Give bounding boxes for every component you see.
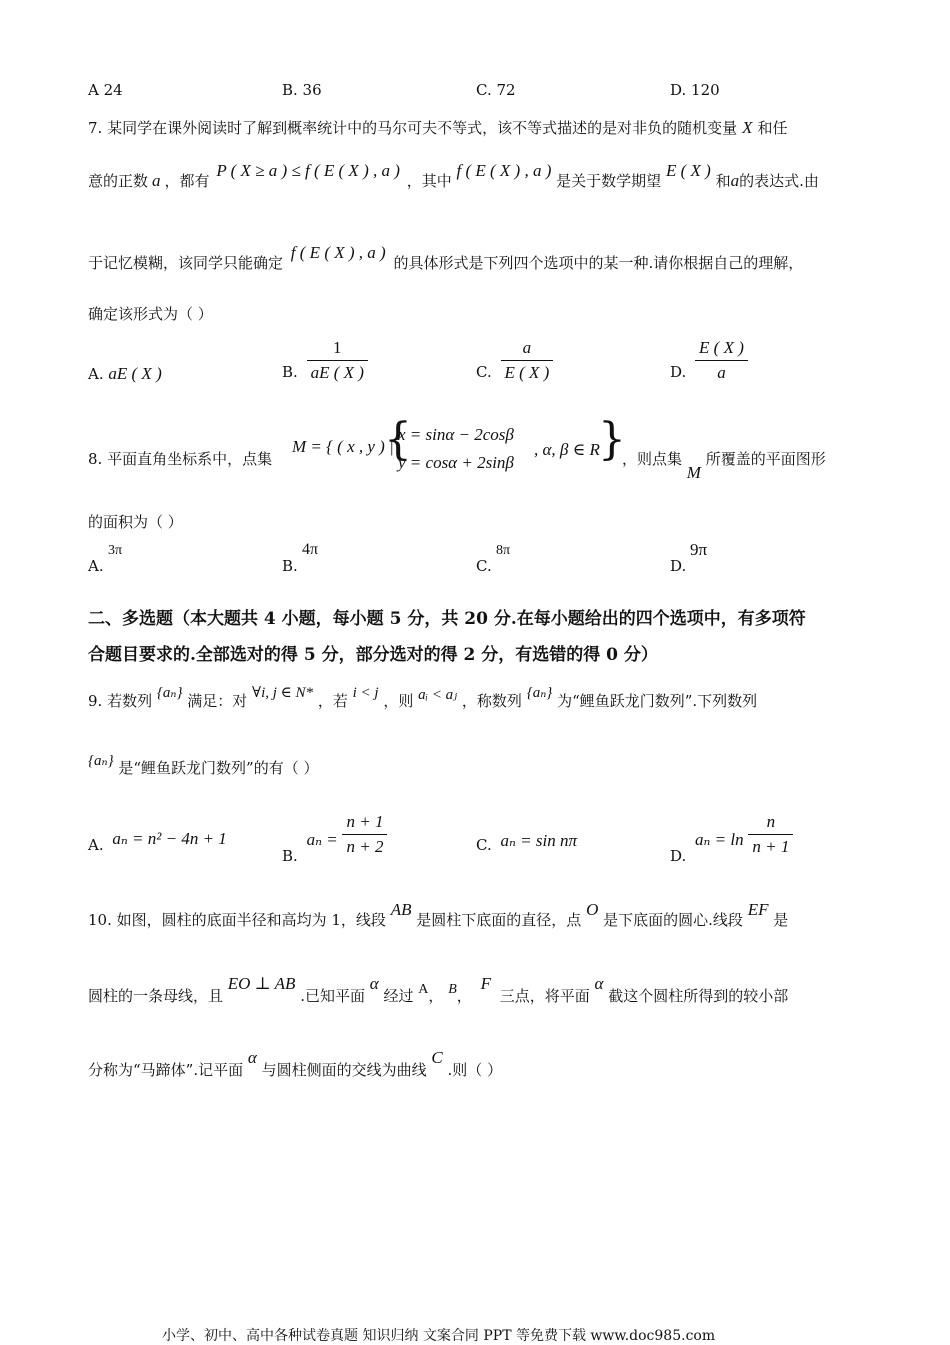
q6-option-a: A 24 (88, 81, 123, 99)
q8-option-a: 3π (108, 543, 123, 558)
q8-line1-text: 8. 平面直角坐标系中，点集 (88, 450, 273, 468)
q8-eq2: y = cosα + 2sinβ (398, 453, 514, 472)
set-close-brace: } (598, 414, 626, 465)
q7-line3: 于记忆模糊，该同学只能确定 f ( E ( X ) , a ) 的具体形式是下列四个选项中的某一种.请你根据自己的理解， (88, 243, 804, 272)
q8-option-c-label: C. (476, 557, 492, 575)
q9-option-d: D. aₙ = ln $\frac{n}{n + 1}$ (670, 812, 793, 857)
q6-option-d: D. 120 (670, 81, 720, 99)
q8-option-b-label: B. (282, 557, 298, 575)
q8-condition: , α, β ∈ R (534, 440, 600, 459)
q8-option-a-label: A. (88, 557, 104, 575)
q9-line2: {aₙ} 是“鲤鱼跃龙门数列”的有（ ） (88, 753, 319, 777)
q6-option-b: B. 36 (282, 81, 322, 99)
q8-option-d: 9π (690, 540, 708, 559)
q8-option-c: 8π (496, 543, 511, 558)
q9-option-c: C. aₙ = sin nπ (476, 831, 577, 854)
q7-option-a: A. aE ( X ) (88, 364, 162, 383)
q10-line1: 10. 如图，圆柱的底面半径和高均为 1，线段 AB 是圆柱下底面的直径，点 O 是下底面的圆心.线段 EF 是 (88, 900, 789, 929)
page-footer: 小学、初中、高中各种试卷真题 知识归纳 文案合同 PPT 等免费下载 www.doc985.com (162, 1328, 716, 1344)
q10-line3: 分称为“马蹄体”.记平面 α 与圆柱侧面的交线为曲线 C .则（ ） (88, 1048, 503, 1079)
q7-option-c: C. $\frac{a}{E ( X )}$ (476, 338, 553, 383)
q8-line1-end: ，则点集 M 所覆盖的平面图形 (622, 450, 826, 482)
q6-option-c: C. 72 (476, 81, 516, 99)
q8-option-d-label: D. (670, 557, 687, 575)
system-brace: { (384, 414, 412, 465)
q9-option-a: A. aₙ = n² − 4n + 1 (88, 829, 227, 854)
q9-line1: 9. 若数列 {aₙ} 满足：对 ∀i, j ∈ N* ，若 i < j ，则 aᵢ < aⱼ ，称数列 {aₙ} 为“鲤鱼跃龙门数列”.下列数列 (88, 685, 758, 710)
q8-set-left: M = { ( x , y ) | (292, 437, 394, 456)
f-expression: f ( E ( X ) , a ) (456, 161, 552, 180)
q10-line2: 圆柱的一条母线，且 EO ⊥ AB .已知平面 α 经过 A， B， F 三点，将平面 α 截这个圆柱所得到的较小部 (88, 974, 789, 1005)
q8-line2: 的面积为（ ） (88, 513, 183, 531)
q7-line1: 7. 某同学在课外阅读时了解到概率统计中的马尔可夫不等式，该不等式描述的是对非负的随机变量 X 和任 (88, 118, 788, 137)
q7-line4: 确定该形式为（ ） (88, 305, 213, 323)
q7-line2: 意的正数 a ，都有 P ( X ≥ a ) ≤ f ( E ( X ) , a ) ，其中 f ( E ( X ) , a ) 是关于数学期望 E ( X ) 和a的表达式.由 (88, 161, 819, 190)
q8-eq1: x = sinα − 2cosβ (398, 425, 514, 444)
q7-option-b: B. $\frac{1}{aE ( X )}$ (282, 338, 368, 383)
section2-heading-line2: 合题目要求的.全部选对的得 5 分，部分选对的得 2 分，有选错的得 0 分） (88, 645, 658, 665)
q7-option-d: D. $\frac{E ( X )}{a}$ (670, 338, 748, 383)
q9-option-b: B. aₙ = $\frac{n + 1}{n + 2}$ (282, 812, 387, 857)
q8-option-b: 4π (302, 541, 319, 558)
section2-heading-line1: 二、多选题（本大题共 4 小题，每小题 5 分，共 20 分.在每小题给出的四个选项中，有多项符 (88, 609, 806, 629)
markov-inequality: P ( X ≥ a ) ≤ f ( E ( X ) , a ) (216, 161, 400, 180)
